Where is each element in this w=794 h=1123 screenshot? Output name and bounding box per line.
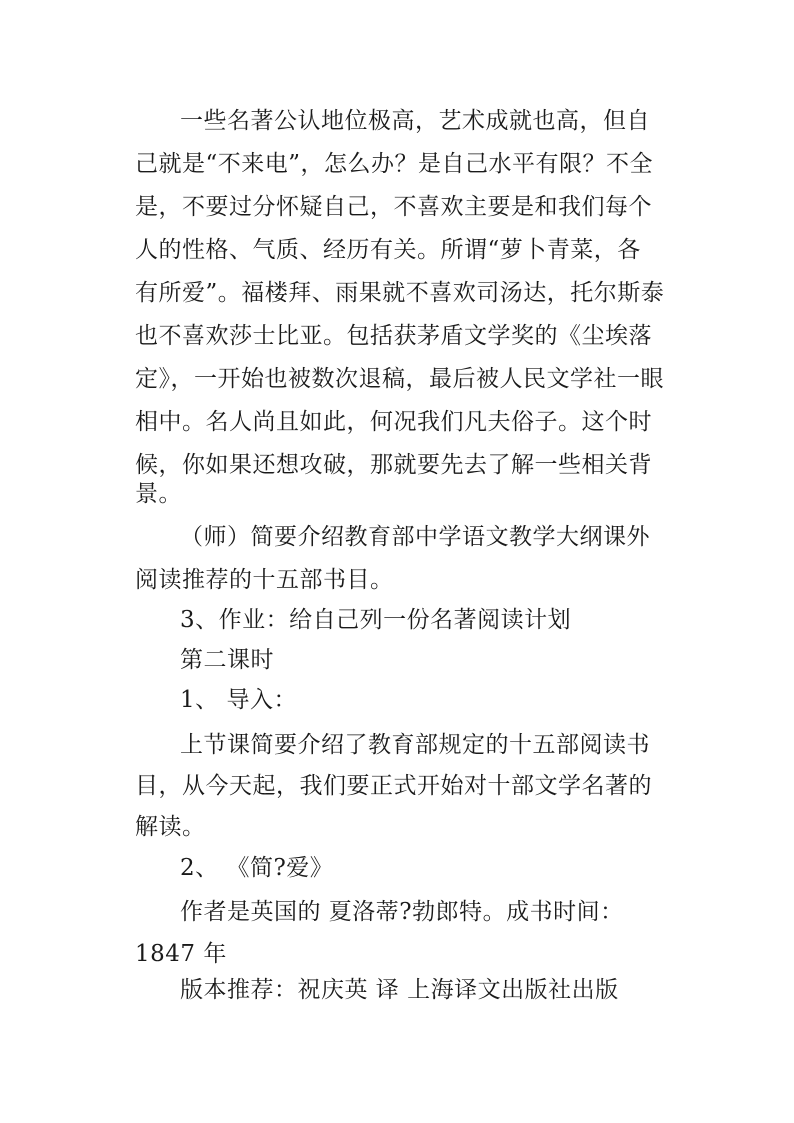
text-line: 候，你如果还想攻破，那就要先去了解一些相关背	[135, 452, 652, 478]
text-line: 己就是“不来电”，怎么办？是自己水平有限？不全	[135, 151, 654, 177]
text-line: 一些名著公认地位极高，艺术成就也高，但自	[180, 108, 650, 134]
text-line: 目，从今天起，我们要正式开始对十部文学名著的	[135, 773, 652, 799]
text-line: 阅读推荐的十五部书目。	[135, 567, 394, 593]
lesson-heading: 第二课时	[180, 647, 274, 673]
text-line: 也不喜欢莎士比亚。包括获茅盾文学奖的《尘埃落	[135, 323, 652, 349]
text-line: 版本推荐：祝庆英 译 上海译文出版社出版	[180, 977, 619, 1003]
text-line: 2、 《简?爱》	[180, 855, 334, 881]
text-line: 相中。名人尚且如此，何况我们凡夫俗子。这个时	[135, 409, 652, 435]
text-line: 1、 导入：	[180, 687, 297, 713]
text-line: 3、作业：给自己列一份名著阅读计划	[180, 607, 572, 633]
text-line: 是，不要过分怀疑自己，不喜欢主要是和我们每个	[135, 194, 652, 220]
text-line: 定》，一开始也被数次退稿，最后被人民文学社一眼	[135, 366, 664, 392]
text-line: 人的性格、气质、经历有关。所谓“萝卜青菜，各	[135, 237, 641, 263]
text-line: 解读。	[135, 814, 206, 840]
text-line: （师）简要介绍教育部中学语文教学大纲课外	[180, 524, 650, 550]
text-line: 景。	[135, 481, 182, 507]
text-line: 有所爱”。福楼拜、雨果就不喜欢司汤达，托尔斯泰	[135, 280, 665, 306]
text-line: 上节课简要介绍了教育部规定的十五部阅读书	[180, 732, 650, 758]
text-line: 作者是英国的 夏洛蒂?勃郎特。成书时间：	[180, 899, 624, 925]
text-line: 1847 年	[135, 941, 227, 967]
